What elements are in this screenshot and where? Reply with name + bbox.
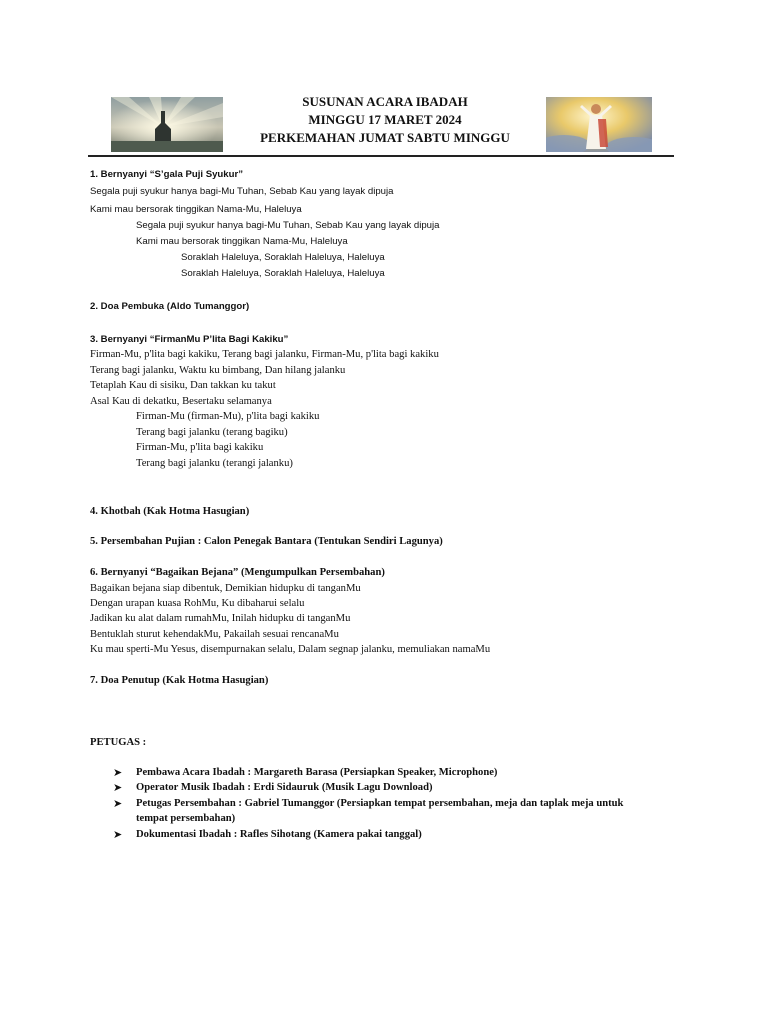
header-divider bbox=[88, 155, 674, 157]
item-4-heading: 4. Khotbah (Kak Hotma Hasugian) bbox=[90, 506, 250, 517]
item-3-line: Terang bagi jalanku (terangi jalanku) bbox=[136, 458, 293, 469]
item-3-line: Tetaplah Kau di sisiku, Dan takkan ku takut bbox=[90, 380, 276, 391]
petugas-item: Dokumentasi Ibadah : Rafles Sihotang (Kamera pakai tanggal) bbox=[136, 829, 422, 840]
item-1-line: Segala puji syukur hanya bagi-Mu Tuhan, Sebab Kau yang layak dipuja bbox=[90, 186, 394, 197]
item-3-line: Firman-Mu, p'lita bagi kakiku bbox=[136, 442, 264, 453]
item-6-heading-rest: (Mengumpulkan Persembahan) bbox=[238, 567, 385, 578]
arrow-bullet-icon: ➤ bbox=[113, 828, 123, 841]
item-6-heading bbox=[90, 567, 385, 578]
item-2-heading: 2. Doa Pembuka (Aldo Tumanggor) bbox=[90, 301, 250, 312]
arrow-bullet-icon: ➤ bbox=[113, 781, 123, 794]
title-line-2: MINGGU 17 MARET 2024 bbox=[308, 112, 462, 127]
petugas-item-continued: tempat persembahan) bbox=[136, 813, 236, 824]
item-3-line: Terang bagi jalanku (terang bagiku) bbox=[136, 427, 288, 438]
item-6-heading-bold: 6. Bernyanyi “Bagaikan Bejana” bbox=[90, 567, 239, 578]
church-light-image bbox=[111, 97, 223, 152]
item-3-line: Firman-Mu, p'lita bagi kakiku, Terang bagi jalanku, Firman-Mu, p'lita bagi kakiku bbox=[90, 349, 439, 360]
item-3-line: Firman-Mu (firman-Mu), p'lita bagi kakiku bbox=[136, 411, 320, 422]
title-line-3: PERKEMAHAN JUMAT SABTU MINGGU bbox=[260, 130, 510, 145]
item-1-line: Kami mau bersorak tinggikan Nama-Mu, Haleluya bbox=[90, 204, 302, 215]
petugas-heading: PETUGAS : bbox=[90, 737, 147, 748]
item-6-line: Ku mau sperti-Mu Yesus, disempurnakan selalu, Dalam segnap jalanku, memuliakan namaMu bbox=[90, 644, 491, 655]
item-1-line: Soraklah Haleluya, Soraklah Haleluya, Haleluya bbox=[181, 268, 385, 279]
title-line-1: SUSUNAN ACARA IBADAH bbox=[302, 94, 468, 109]
item-3-line: Terang bagi jalanku, Waktu ku bimbang, Dan hilang jalanku bbox=[90, 365, 346, 376]
item-1-line: Soraklah Haleluya, Soraklah Haleluya, Haleluya bbox=[181, 252, 385, 263]
item-3-line: Asal Kau di dekatku, Besertaku selamanya bbox=[90, 396, 272, 407]
petugas-item: Pembawa Acara Ibadah : Margareth Barasa (Persiapkan Speaker, Microphone) bbox=[136, 767, 498, 778]
jesus-ascension-image bbox=[546, 97, 652, 152]
item-7-heading: 7. Doa Penutup (Kak Hotma Hasugian) bbox=[90, 675, 269, 686]
item-6-line: Jadikan ku alat dalam rumahMu, Inilah hidupku di tanganMu bbox=[90, 613, 351, 624]
arrow-bullet-icon: ➤ bbox=[113, 797, 123, 810]
item-5-heading: 5. Persembahan Pujian : Calon Penegak Bantara (Tentukan Sendiri Lagunya) bbox=[90, 536, 443, 547]
item-3-heading: 3. Bernyanyi “FirmanMu P’lita Bagi Kakiku” bbox=[90, 334, 289, 345]
item-6-line: Bentuklah sturut kehendakMu, Pakailah sesuai rencanaMu bbox=[90, 629, 339, 640]
item-1-heading: 1. Bernyanyi “S’gala Puji Syukur” bbox=[90, 169, 244, 180]
arrow-bullet-icon: ➤ bbox=[113, 766, 123, 779]
item-6-line: Dengan urapan kuasa RohMu, Ku dibaharui selalu bbox=[90, 598, 305, 609]
petugas-item: Petugas Persembahan : Gabriel Tumanggor (Persiapkan tempat persembahan, meja dan taplak meja untuk bbox=[136, 798, 624, 809]
item-1-line: Segala puji syukur hanya bagi-Mu Tuhan, Sebab Kau yang layak dipuja bbox=[136, 220, 440, 231]
item-1-line: Kami mau bersorak tinggikan Nama-Mu, Haleluya bbox=[136, 236, 348, 247]
petugas-item: Operator Musik Ibadah : Erdi Sidauruk (Musik Lagu Download) bbox=[136, 782, 433, 793]
item-6-line: Bagaikan bejana siap dibentuk, Demikian hidupku di tanganMu bbox=[90, 583, 361, 594]
